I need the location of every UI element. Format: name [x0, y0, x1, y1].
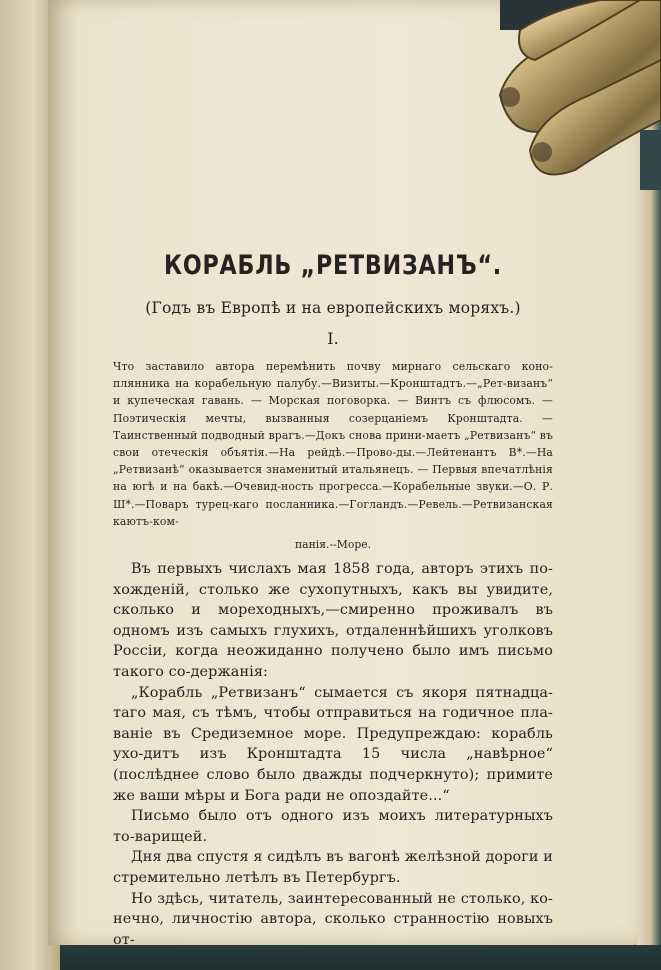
chapter-synopsis-end: панія.--Море.	[294, 538, 372, 552]
chapter-synopsis: Что заставило автора перемѣнить почву мирнаго сельскаго коно-плянника на корабельную палубу.—Визиты.—Кронштадтъ.—„Рет-визанъ“ и купеческая гавань. — Морская поговорка. — Винтъ съ флюсомъ. — Поэтическія мечты, вызванныя созерцаніемъ Кронштадта. — Таинственный подводный врагъ.—Докъ снова прини-маетъ „Ретвизанъ“ въ свои отеческія объятія.—На рейдѣ.—Прово-ды.—Лейтенантъ В*.—На „Ретвизанѣ“ оказывается знаменитый итальянецъ. — Первыя впечатлѣнія на югѣ и на бакѣ.—Очевид-ность прогресса.—Корабельные звуки.—О. Р. Ш*.—Поваръ турец-каго посланника.—Гогландъ.—Ревель.—Ретвизанская каютъ-ком-	[113, 360, 554, 528]
page-clip-icon	[490, 0, 661, 190]
paragraph: Въ первыхъ числахъ мая 1858 года, авторъ этихъ по-хожденій, столько же сухопутныхъ, какъ вы увидите, сколько и мореходныхъ,—смиренно проживалъ въ одномъ изъ самыхъ глухихъ, отдаленнѣйшихъ уголковъ Россіи, когда неожиданно получено было имъ письмо такого со-держанія:	[113, 561, 553, 680]
page-content	[113, 250, 553, 950]
section-number: I.	[327, 329, 339, 348]
paragraph: Письмо было отъ одного изъ моихъ литературныхъ то-варищей.	[113, 808, 553, 845]
chapter-subtitle: (Годъ въ Европѣ и на европейскихъ моряхъ.)	[145, 299, 521, 317]
paragraph: Но здѣсь, читатель, заинтересованный не столько, ко-нечно, личностію автора, сколько странностію новыхъ от-	[113, 890, 553, 948]
paragraph: Дня два спустя я сидѣлъ въ вагонѣ желѣзной дороги и стремительно летѣлъ въ Петербургъ.	[113, 849, 553, 886]
quoted-letter: „Корабль „Ретвизанъ“ сымается съ якоря пятнадца-таго мая, съ тѣмъ, чтобы отправиться на годичное пла-ваніе въ Средиземное море. Предупреждаю: корабль ухо-дитъ изъ Кронштадта 15 числа „навѣрное“ (послѣднее слово было дважды подчеркнуто); примите же ваши мѣры и Бога ради не опоздайте...“	[113, 684, 553, 804]
chapter-title: КОРАБЛЬ „РЕТВИЗАНЪ“.	[163, 250, 503, 281]
